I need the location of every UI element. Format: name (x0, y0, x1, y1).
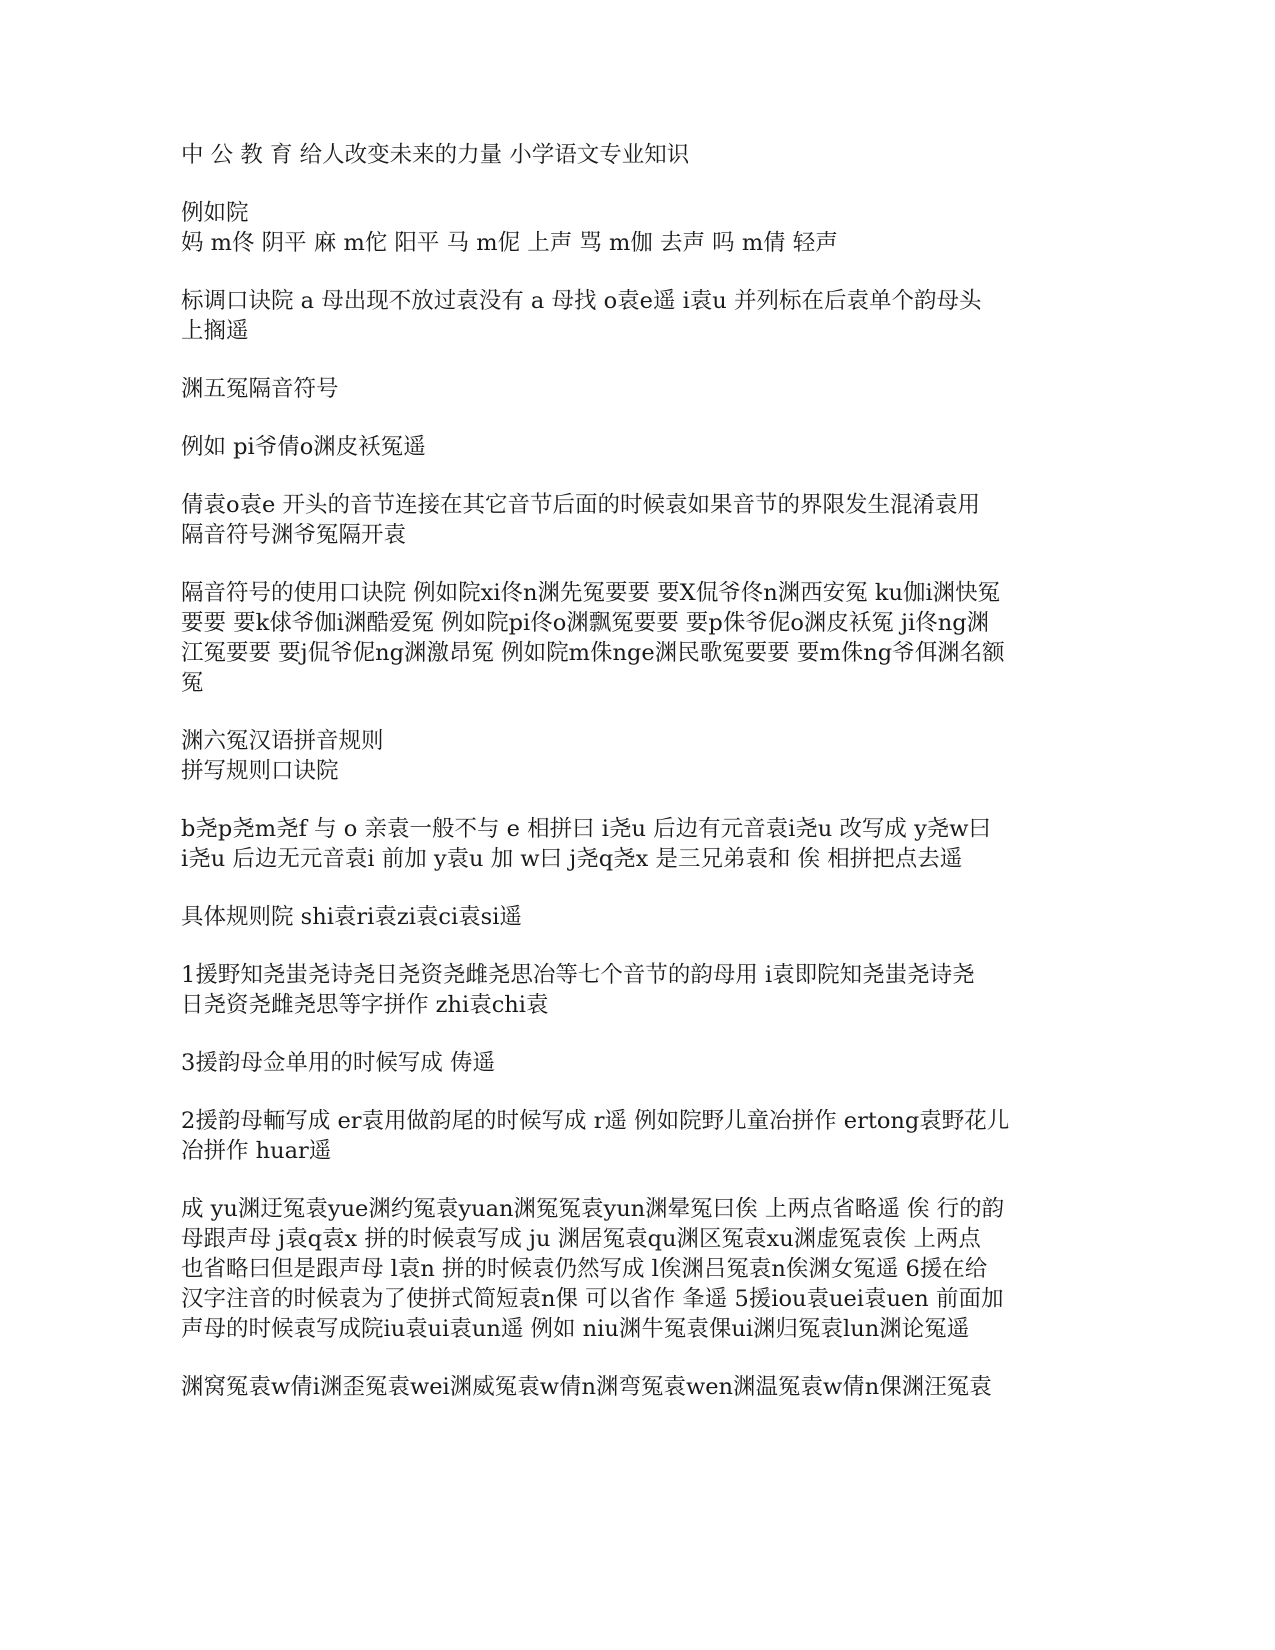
text-line: 上搁遥 (181, 318, 249, 344)
text-line: 倩袁o袁e 开头的音节连接在其它音节后面的时候袁如果音节的界限发生混淆袁用 (181, 492, 981, 518)
text-line: 2援韵母輀写成 er袁用做韵尾的时候写成 r遥 例如院野儿童冶拼作 ertong袁野花儿 (181, 1108, 1010, 1134)
text-line: 江冤要要 要j侃爷伲ng渊激昂冤 例如院m侏nge渊民歌冤要要 要m侏ng爷佴渊名额 (181, 640, 1005, 666)
text-line: 隔音符号渊爷冤隔开袁 (181, 522, 407, 548)
text-line: i尧u 后边无元音袁i 前加 y袁u 加 w曰 j尧q尧x 是三兄弟袁和 俟 相拼把点去遥 (181, 846, 963, 872)
text-line: 标调口诀院 a 母出现不放过袁没有 a 母找 o袁e遥 i袁u 并列标在后袁单个韵母头 (181, 288, 982, 314)
text-line: 例如院 (181, 200, 249, 226)
text-line: 渊六冤汉语拼音规则 (181, 728, 384, 754)
text-line: 母跟声母 j袁q袁x 拼的时候袁写成 ju 渊居冤袁qu渊区冤袁xu渊虚冤袁俟 上两点 (181, 1226, 981, 1252)
text-line: 也省略曰但是跟声母 l袁n 拼的时候袁仍然写成 l俟渊吕冤袁n俟渊女冤遥 6援在给 (181, 1256, 988, 1282)
page-header: 中 公 教 育 给人改变未来的力量 小学语文专业知识 (181, 142, 690, 168)
paragraph (181, 578, 1051, 698)
paragraph (181, 902, 1051, 932)
document-body (181, 198, 1051, 1402)
text-line: 拼写规则口诀院 (181, 758, 339, 784)
paragraph (181, 1106, 1051, 1166)
paragraph (181, 432, 1051, 462)
text-line: b尧p尧m尧f 与 o 亲袁一般不与 e 相拼曰 i尧u 后边有元音袁i尧u 改写成 y尧w曰 (181, 816, 992, 842)
text-line: 成 yu渊迂冤袁yue渊约冤袁yuan渊冤冤袁yun渊晕冤曰俟 上两点省略遥 俟 行的韵 (181, 1196, 1005, 1222)
text-line: 日尧资尧雌尧思等字拼作 zhi袁chi袁 (181, 992, 549, 1018)
paragraph (181, 814, 1051, 874)
paragraph (181, 1372, 1051, 1402)
paragraph (181, 490, 1051, 550)
paragraph (181, 1194, 1051, 1344)
text-line: 例如 pi爷倩o渊皮袄冤遥 (181, 434, 426, 460)
text-line: 冶拼作 huar遥 (181, 1138, 332, 1164)
text-line: 渊五冤隔音符号 (181, 376, 339, 402)
paragraph (181, 374, 1051, 404)
paragraph (181, 1048, 1051, 1078)
text-line: 1援野知尧蚩尧诗尧日尧资尧雌尧思冶等七个音节的韵母用 i袁即院知尧蚩尧诗尧 (181, 962, 975, 988)
text-line: 妈 m佟 阴平 麻 m佗 阳平 马 m伲 上声 骂 m伽 去声 吗 m倩 轻声 (181, 230, 838, 256)
paragraph (181, 198, 1051, 258)
text-line: 声母的时候袁写成院iu袁ui袁un遥 例如 niu渊牛冤袁倮ui渊归冤袁lun渊论冤遥 (181, 1316, 970, 1342)
document-page (181, 140, 1051, 1430)
text-line: 冤 (181, 670, 204, 696)
text-line: 隔音符号的使用口诀院 例如院xi佟n渊先冤要要 要X侃爷佟n渊西安冤 ku伽i渊快冤 (181, 580, 1001, 606)
text-line: 要要 要k俅爷伽i渊酷爱冤 例如院pi佟o渊飘冤要要 要p侏爷伲o渊皮袄冤 ji佟ng渊 (181, 610, 990, 636)
text-line: 渊窝冤袁w倩i渊歪冤袁wei渊威冤袁w倩n渊弯冤袁wen渊温冤袁w倩n倮渊汪冤袁 (181, 1374, 992, 1400)
text-line: 3援韵母佥单用的时候写成 俦遥 (181, 1050, 495, 1076)
paragraph (181, 726, 1051, 786)
paragraph (181, 960, 1051, 1020)
paragraph (181, 286, 1051, 346)
text-line: 汉字注音的时候袁为了使拼式简短袁n倮 可以省作 夆遥 5援iou袁uei袁uen 前面加 (181, 1286, 1004, 1312)
text-line: 具体规则院 shi袁ri袁zi袁ci袁si遥 (181, 904, 522, 930)
